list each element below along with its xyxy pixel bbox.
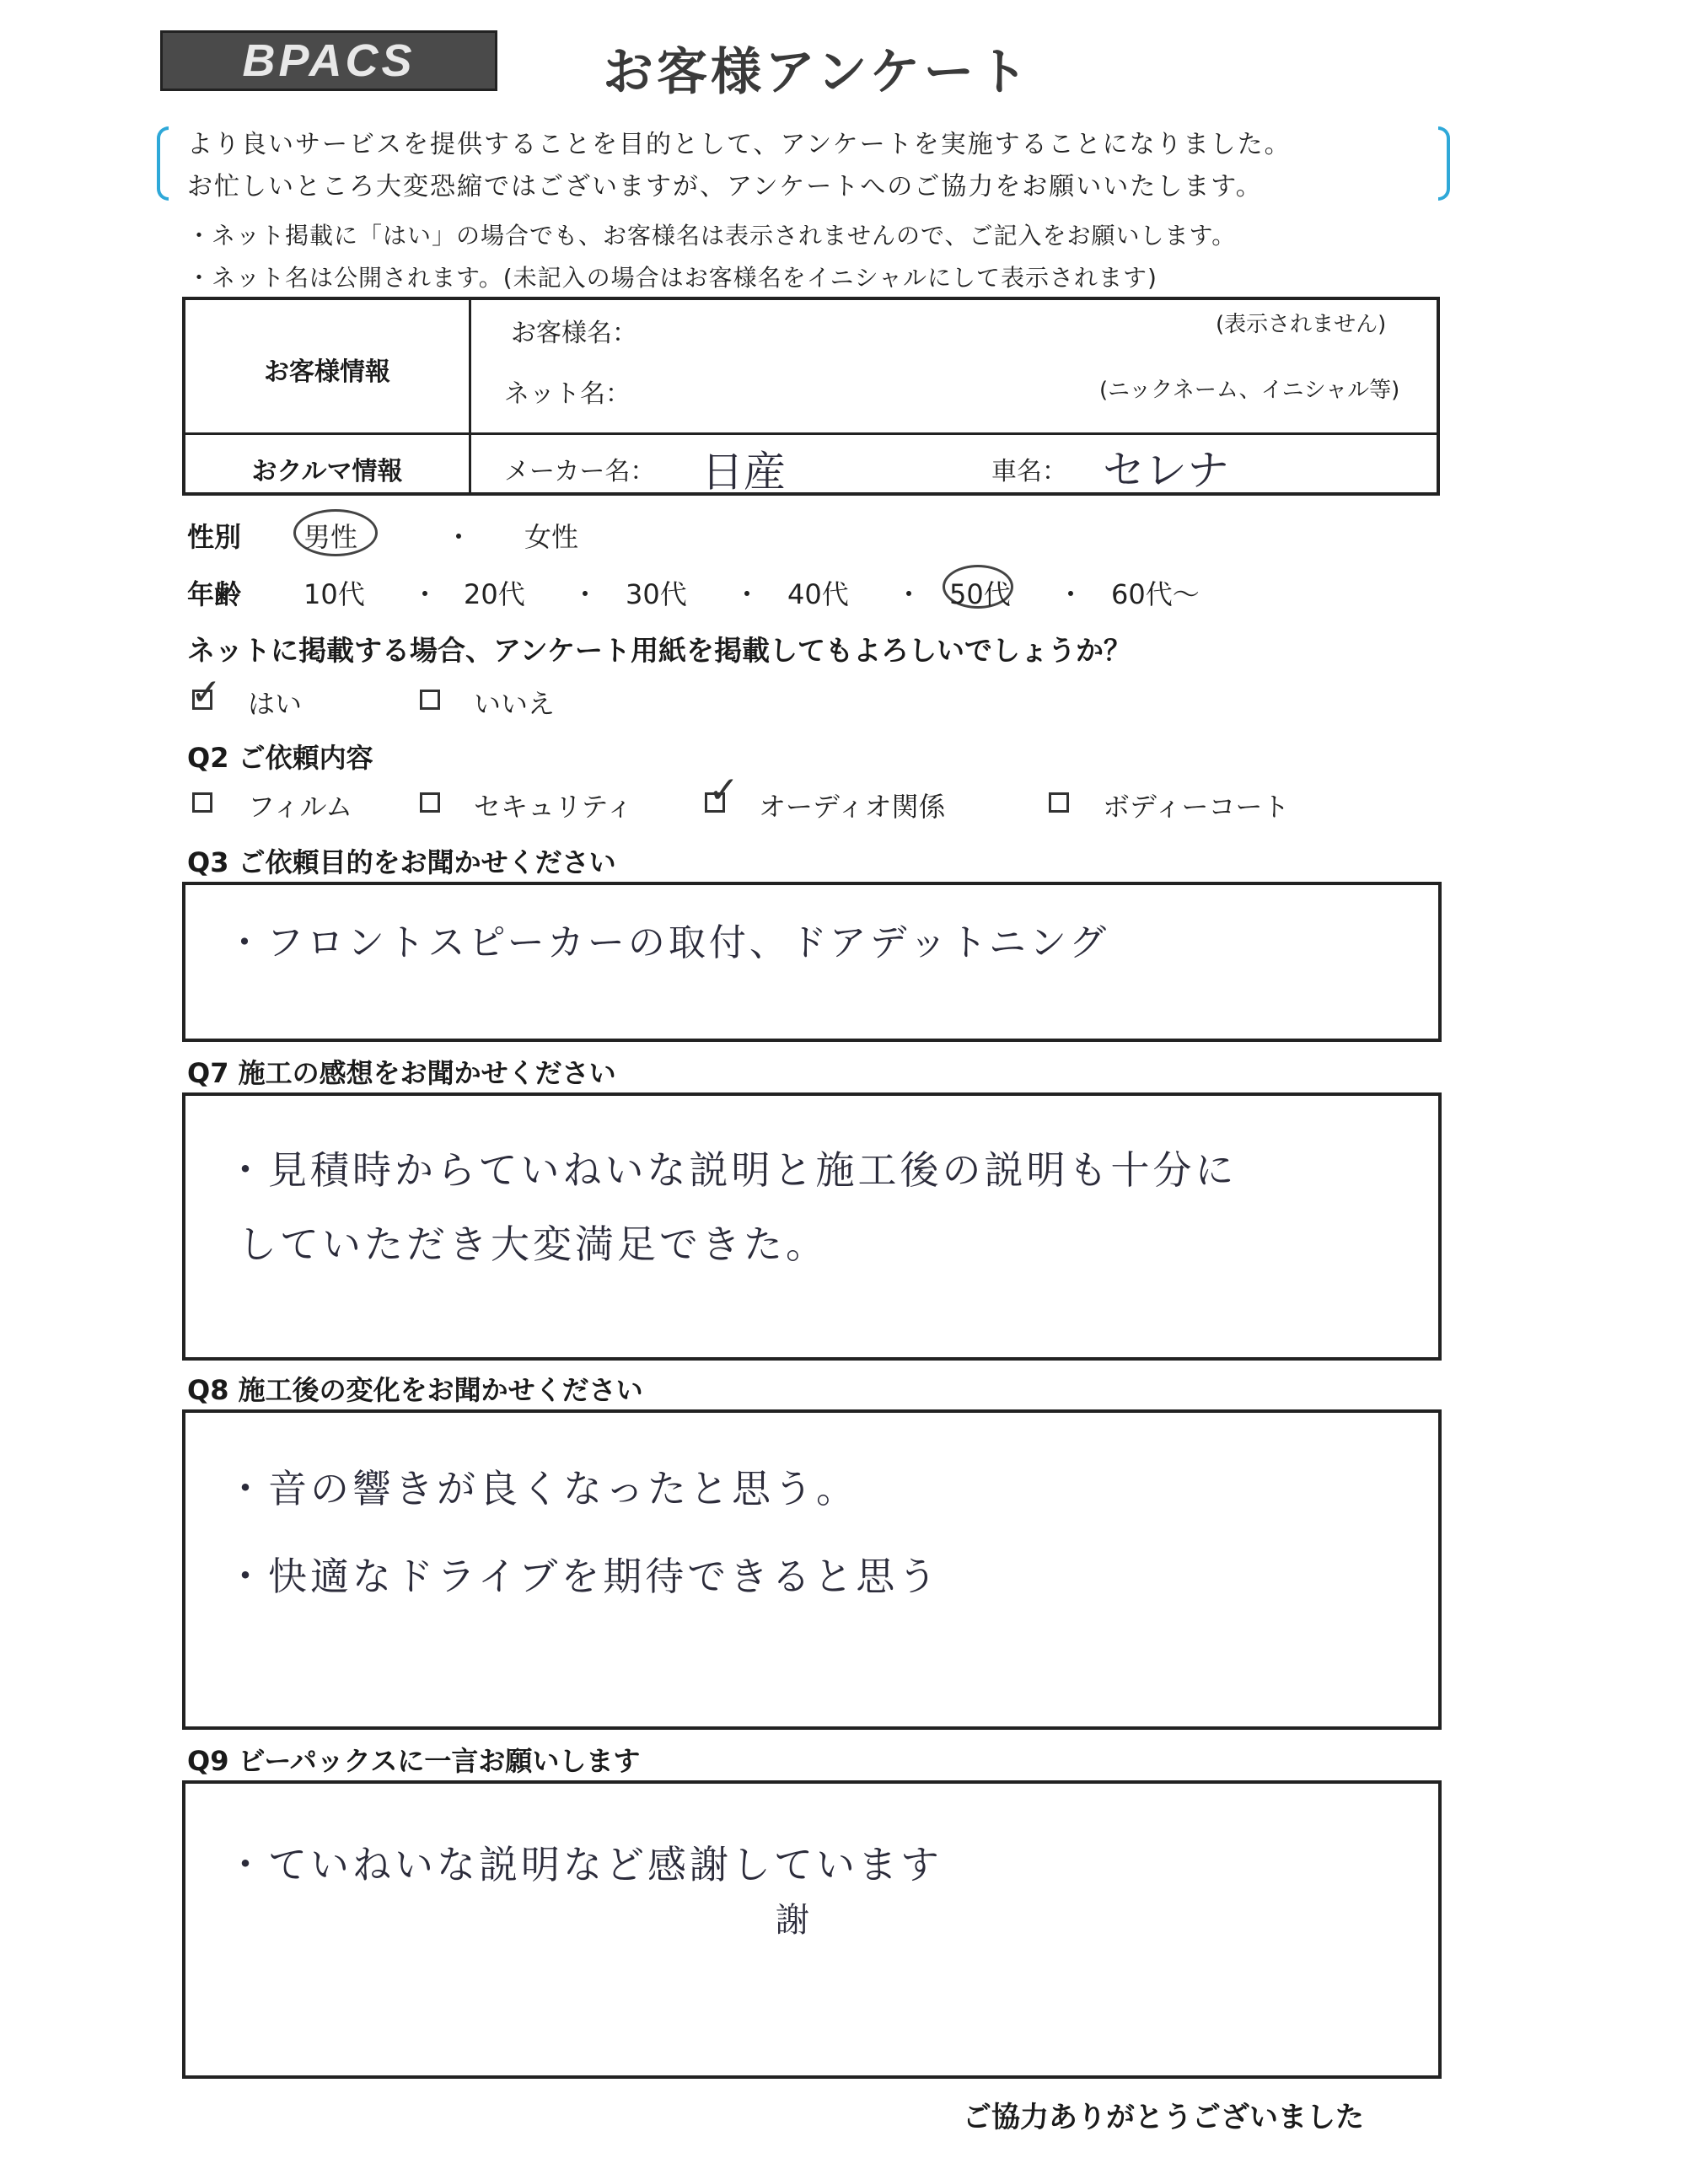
q9-answer: ・ていねいな説明など感謝しています	[226, 1842, 943, 1887]
q1-question: ネットに掲載する場合、アンケート用紙を掲載してもよろしいでしょうか？	[187, 634, 1132, 667]
age-separator: ・	[733, 578, 761, 610]
q2-film-checkbox[interactable]	[192, 792, 212, 813]
q2-security-checkbox[interactable]	[420, 792, 440, 813]
q8-answer-line-2: ・快適なドライブを期待できると思う	[226, 1554, 941, 1599]
customer-info-table	[182, 297, 1440, 496]
q1-no-label: いいえ	[474, 688, 556, 720]
maker-value: 日産	[701, 448, 786, 497]
gender-separator: ・	[445, 521, 473, 553]
q7-answer-line-2: していただき大変満足できた。	[238, 1221, 828, 1267]
q2-bodycoat-label: ボディーコート	[1103, 791, 1290, 823]
q7-answer-line-1: ・見積時からていねいな説明と施工後の説明も十分に	[226, 1147, 1238, 1193]
bpacs-logo: BPACS	[160, 30, 497, 91]
gender-label: 性別	[187, 521, 242, 553]
gender-option-male[interactable]: 男性	[303, 521, 358, 553]
q9-answer-box[interactable]	[182, 1780, 1442, 2079]
car-name-label: 車名：	[991, 457, 1067, 486]
customer-info-label: お客様情報	[264, 357, 390, 387]
age-separator: ・	[895, 578, 923, 610]
maker-label: メーカー名：	[504, 457, 656, 486]
q3-answer: ・フロントスピーカーの取付、ドアデットニング	[226, 921, 1110, 964]
age-label: 年齢	[187, 578, 242, 610]
q2-bodycoat-checkbox[interactable]	[1049, 792, 1069, 813]
q2-film-label: フィルム	[248, 791, 353, 823]
car-info-label: おクルマ情報	[251, 457, 403, 486]
car-name-value: セレナ	[1103, 446, 1229, 495]
table-divider	[469, 300, 471, 492]
checkmark-icon: ✓	[708, 769, 739, 812]
left-bracket-decoration	[157, 126, 169, 201]
age-option-50s[interactable]: 50代	[949, 578, 1011, 610]
age-separator: ・	[572, 578, 599, 610]
note-line-2: ・ネット名は公開されます。(未記入の場合はお客様名をイニシャルにして表示されます)	[187, 264, 1157, 292]
customer-name-hint: (表示されません)	[1216, 312, 1387, 337]
gender-option-female[interactable]: 女性	[524, 521, 579, 553]
q9-correction: 謝	[776, 1901, 809, 1940]
customer-name-label: お客様名：	[511, 319, 637, 348]
age-option-40s[interactable]: 40代	[787, 578, 849, 610]
q8-answer-line-1: ・音の響きが良くなったと思う。	[226, 1466, 858, 1511]
net-name-hint: (ニックネーム、イニシャル等)	[1099, 378, 1400, 403]
q2-audio-label: オーディオ関係	[759, 791, 946, 823]
right-bracket-decoration	[1438, 126, 1450, 201]
q9-question: Q9 ビーパックスに一言お願いします	[187, 1745, 641, 1777]
page-title: お客様アンケート	[603, 43, 1032, 102]
age-option-60s[interactable]: 60代〜	[1111, 578, 1200, 610]
age-separator: ・	[1057, 578, 1085, 610]
age-option-20s[interactable]: 20代	[464, 578, 525, 610]
q2-security-label: セキュリティ	[474, 791, 633, 823]
q2-question: Q2 ご依頼内容	[187, 742, 373, 774]
intro-line-2: お忙しいところ大変恐縮ではございますが、アンケートへのご協力をお願いいたします。	[187, 172, 1263, 201]
intro-line-1: より良いサービスを提供することを目的として、アンケートを実施することになりました。	[187, 130, 1292, 159]
age-separator: ・	[411, 578, 439, 610]
net-name-label: ネット名：	[504, 379, 631, 409]
thanks-message: ご協力ありがとうございました	[963, 2101, 1364, 2134]
age-option-30s[interactable]: 30代	[626, 578, 687, 610]
q3-question: Q3 ご依頼目的をお聞かせください	[187, 846, 616, 878]
q1-no-checkbox[interactable]	[420, 690, 440, 710]
checkmark-icon: ✓	[191, 671, 222, 714]
q7-question: Q7 施工の感想をお聞かせください	[187, 1057, 616, 1089]
note-line-1: ・ネット掲載に「はい」の場合でも、お客様名は表示されませんので、ご記入をお願いします。	[187, 222, 1237, 250]
q1-yes-label: はい	[248, 688, 303, 720]
age-option-10s[interactable]: 10代	[303, 578, 365, 610]
q8-question: Q8 施工後の変化をお聞かせください	[187, 1374, 643, 1406]
